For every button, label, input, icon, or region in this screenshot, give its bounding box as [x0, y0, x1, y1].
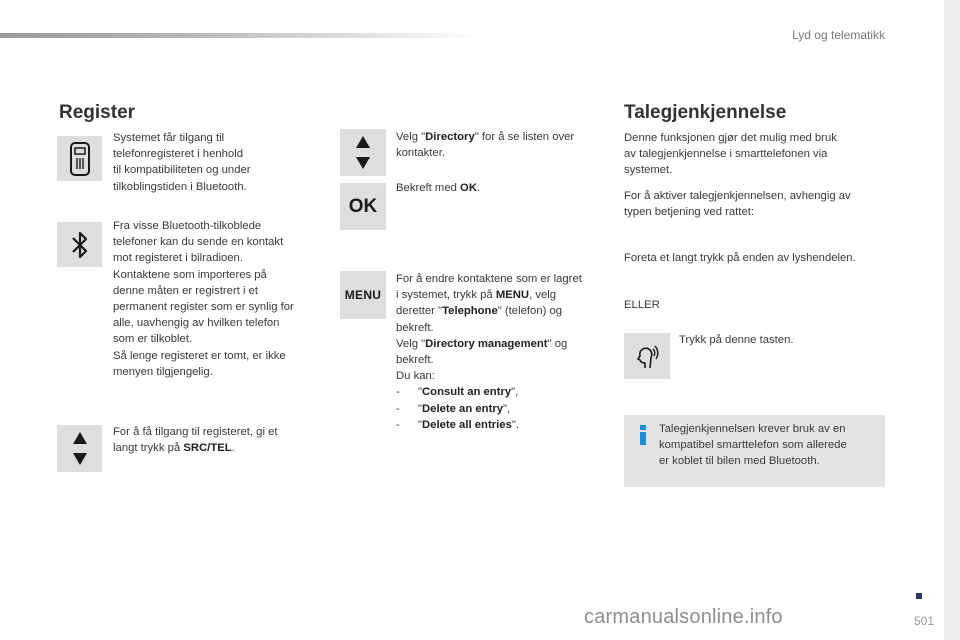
page-marker: [916, 593, 922, 599]
voice-command-icon: [624, 333, 670, 379]
voice-paragraph-2: For å aktiver talegjenkjennelsen, avhengig av typen betjening ved rattet:: [624, 190, 851, 219]
confirm-instruction: Bekreft med OK.: [396, 182, 481, 194]
page-number: 501: [914, 614, 935, 628]
register-heading: Register: [59, 102, 136, 123]
or-label: ELLER: [624, 299, 660, 311]
section-title: Lyd og telematikk: [792, 28, 885, 42]
press-key-instruction: Trykk på denne tasten.: [679, 334, 794, 346]
option-item: - "Delete all entries".: [396, 418, 519, 431]
directory-instruction: Velg "Directory" for å se listen over kontakter.: [396, 131, 575, 160]
voice-paragraph-3: Foreta et langt trykk på enden av lyshendelen.: [624, 252, 856, 264]
menu-instruction: For å endre kontaktene som er lagret i systemet, trykk på MENU, velg deretter "Telephone" (telefon) og bekreft. Velg "Directory management" og bekreft. Du kan: - "Consult an entry", - "Delete an entry", - "Delete all entries".: [396, 271, 611, 433]
watermark: carmanualsonline.info: [584, 606, 783, 628]
menu-button-icon: MENU: [340, 271, 386, 319]
ok-button-icon: OK: [340, 183, 386, 230]
register-paragraph-1: Systemet får tilgang til telefonregisteret i henhold til kompatibiliteten og under tilkoblingstiden i Bluetooth.: [113, 132, 251, 193]
info-text: Talegjenkjennelsen krever bruk av en kompatibel smarttelefon som allerede er koblet til bilen med Bluetooth.: [659, 423, 847, 468]
header-gradient-bar: [0, 33, 480, 38]
up-down-arrows-icon: [57, 425, 102, 472]
phone-icon: [57, 136, 102, 181]
up-down-arrows-icon: [340, 129, 386, 176]
option-item: - "Delete an entry",: [396, 402, 511, 415]
option-item: - "Consult an entry",: [396, 386, 519, 399]
page-edge-strip: [944, 0, 960, 640]
voice-recognition-heading: Talegjenkjennelse: [624, 102, 787, 123]
bluetooth-icon: [57, 222, 102, 267]
info-box: [624, 415, 885, 487]
voice-paragraph-1: Denne funksjonen gjør det mulig med bruk av talegjenkjennelse i smarttelefonen via systemet.: [624, 132, 837, 177]
register-paragraph-2: Fra visse Bluetooth-tilkoblede telefoner kan du sende en kontakt mot registeret i bilradioen. Kontaktene som importeres på denne måten er registrert i et permanent register som er synlig for alle, uavhengig av hvilken telefon som er tilkoblet. Så lenge registeret er tomt, er ikke menyen tilgjengelig.: [113, 220, 294, 378]
src-tel-key: SRC/TEL: [183, 442, 232, 455]
register-paragraph-3: For å få tilgang til registeret, gi et langt trykk på SRC/TEL.: [113, 426, 278, 455]
info-icon: [636, 425, 650, 445]
